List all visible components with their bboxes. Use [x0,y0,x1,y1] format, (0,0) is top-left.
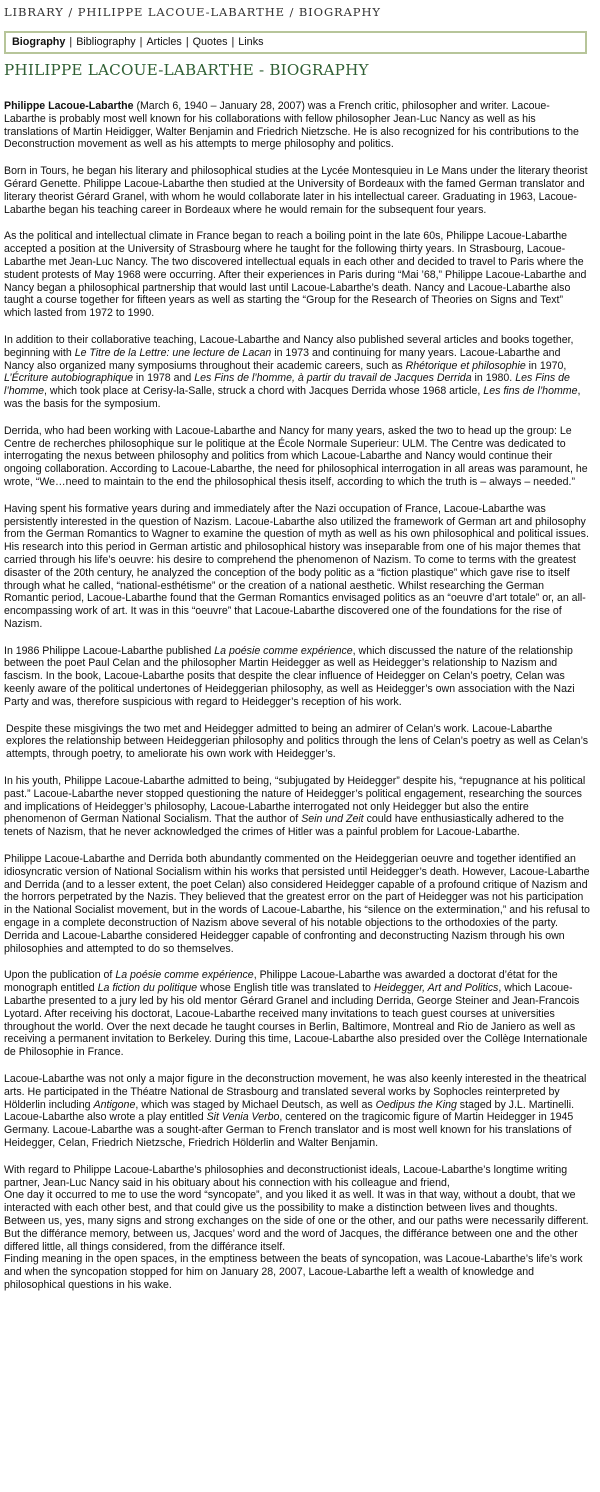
nav-separator: | [69,36,73,48]
nav-separator: | [139,36,143,48]
work-title: Le Titre de la Lettre: une lecture de Lacan [74,346,272,359]
text-run: , which took place at Cerisy-la-Salle, struck a chord with Jacques Derrida whose 1968 article, [44,385,484,398]
text-run: In 1986 Philippe Lacoue-Labarthe published [4,644,215,657]
text-run: , Philippe Lacoue-Labarthe was awarded a doctorat d’état for the monograph entitled [4,969,558,995]
page-title: PHILIPPE LACOUE-LABARTHE - BIOGRAPHY [4,61,369,79]
paragraph-youth [4,775,590,839]
paragraph-misgivings: Despite these misgivings the two met and Heidegger admitted to being an admirer of Celan’s work. Lacoue-Labarthe explores the relationship between Heideggerian philosophy and politics through the lens of Celan’s poetry as well as Celan’s attempts, through poetry, to ameliorate his own work with Heidegger’s. [6,722,589,761]
text-run: whose English title was translated to [197,982,374,995]
text-run: , was the basis for the symposium. [4,385,581,410]
paragraph-derrida-centre: Derrida, who had been working with Lacoue-Labarthe and Nancy for many years, asked the two to head up the group: Le Centre de recherches philosophique sur le politique at the École Normale Superieur: ULM. The Centre was dedicated to interrogating the nexus between philosophy and politics from which Lacoue-Labarthe and Nancy would continue their ongoing collaboration. According to Lacoue-Labarthe, the need for philosophical interrogation in all areas was paramount, he wrote, “We…need to maintain to the end the philosophical thesis itself, according to which the truth is – always – needed.” [4,424,588,488]
breadcrumb-separator: / [68,5,74,19]
paragraph-nazism: Having spent his formative years during and immediately after the Nazi occupation of France, Lacoue-Labarthe was persistently interested in the question of Nazism. Lacoue-Labarthe also utilized the framework of German art and philosophy from the German Romantics to Wagner to examine the question of myth as well as his own philosophical and political issues. His research into this period in German artistic and philosophical history was inseparable from one of his major themes that carried through his life’s oeuvre: his desire to comprehend the phenomenon of Nazism. To come to terms with the greatest disaster of the 20th century, he analyzed the conception of the body politic as a “fiction plastique” which gave rise to itself through what he called, “national-esthétisme” or the creation of a national aesthetic. Whilst researching the German Romantic period, Lacoue-Labarthe found that the German Romantics envisaged politics as an “oeuvre d’art totale” or, an all-encompassing work of art. It was in this “oeuvre” that Lacoue-Labarthe discovered one of the foundations for the rise of Nazism. [4,502,589,630]
work-title: La poésie comme expérience [115,969,254,982]
text-run: In his youth, Philippe Lacoue-Labarthe admitted to being, “subjugated by Heidegger” despite his, “repugnance at his political past.” Lacoue-Labarthe never stopped questioning the nature of Heidegger’s political engagement, researching the sources and implications of Heidegger’s philosophy, Lacoue-Labarthe interrogated not only Heidegger but also the entire phenomenon of German National Socialism. That the author of [4,775,586,826]
work-title: Les fins de l’homme [483,385,578,398]
work-title: La poésie comme expérience [214,644,353,657]
paragraph-celan [4,645,590,709]
work-title: L’Écriture autobiographique [4,372,133,385]
work-title: Les Fins de l’homme [4,372,570,398]
paragraph-strasbourg: As the political and intellectual climate in France began to reach a boiling point in the late 60s, Philippe Lacoue-Labarthe accepted a position at the University of Strasbourg where he taught for the following thirty years. In Strasbourg, Lacoue-Labarthe met Jean-Luc Nancy. The two discovered intellectual equals in each other and decided to travel to Paris where the student protests of May 1968 were occurring. After their experiences in Paris during “Mai ’68,” Philippe Lacoue-Labarthe and Nancy began a philosophical partnership that would last until Lacoue-Labarthe’s death. Nancy and Lacoue-Labarthe also taught a course together for fifteen years as well as starting the “Group for the Research of Theories on Signs and Text” which lasted from 1972 to 1990. [4,230,587,320]
work-title: Heidegger, Art and Politics [373,982,499,995]
biography-content [4,100,590,1306]
text-run: staged by J.L. Martinelli. Lacoue-Labarthe also wrote a play entitled [4,1098,575,1124]
paragraph-heideggerian-oeuvre: Philippe Lacoue-Labarthe and Derrida both abundantly commented on the Heideggerian oeuvre and together identified an idiosyncratic version of National Socialism within his works that persisted until Heidegger’s death. However, Lacoue-Labarthe and Derrida (and to a lesser extent, the poet Celan) also considered Heidegger capable of a profound critique of Nazism and the horrors perpetrated by the Nazis. They believed that the greatest error on the part of Heidegger was not his participation in the National Socialist movement, but in the words of Lacoue-Labarthe, his “silence on the extermination,” and his refusal to engage in a complete deconstruction of Nazism above several of his notable objections to the orthodoxies of the party. Derrida and Lacoue-Labarthe considered Heidegger capable of confronting and deconstructing Nazism through his own philosophies and attempted to do so themselves. [4,853,590,955]
paragraph-publications [4,334,590,411]
breadcrumb-separator: / [289,5,295,19]
nav-separator: | [231,36,235,48]
paragraph-doctorat [4,969,590,1059]
paragraph-nancy-obituary [4,1164,590,1292]
text-line: With regard to Philippe Lacoue-Labarthe’s philosophies and deconstructionist ideals, Lacoue-Labarthe’s longtime writing partner, Jean-Luc Nancy said in his obituary about his connection with his colleague and friend, [4,1163,568,1189]
obituary-quote: One day it occurred to me to use the word “syncopate”, and you liked it as well. It was in that way, without a doubt, that we interacted with each other best, and that could give us the possibility to make a distinction between lives and thoughts. Between us, yes, many signs and strong exchanges on the side of one or the other, and our paths were necessarily different. But the différance memory, between us, Jacques’ word and the word of Jacques, the différance between one and the other differed little, all things considered, from the différance itself. [4,1189,589,1253]
text-run: Upon the publication of [4,969,116,982]
breadcrumb-library-link[interactable]: LIBRARY [4,5,64,19]
work-title: Oedipus the King [375,1098,457,1111]
nav-tab-bibliography[interactable]: Bibliography [76,36,136,48]
breadcrumb [4,5,594,19]
text-run: , which was staged by Michael Deutsch, as well as [135,1098,376,1111]
work-title: Les Fins de l’homme, à partir du travail de Jacques Derrida [194,372,472,385]
nav-separator: | [185,36,189,48]
section-nav [4,31,587,54]
nav-tab-quotes[interactable]: Quotes [192,36,228,48]
paragraph-text: (March 6, 1940 – January 28, 2007) was a French critic, philosopher and writer. Lacoue-Labarthe is probably most well known for his collaborations with fellow philosopher Jean-Luc Nancy as well as his translations of Martin Heidigger, Walter Benjamin and Friedrich Nietzsche. He is also recognized for his contributions to the Deconstruction movement as well as his attempts to merge philosophy and politics. [4,100,579,151]
text-run: In addition to their collaborative teaching, Lacoue-Labarthe and Nancy also published several articles and books together, beginning with [4,333,574,359]
text-run: , which Lacoue-Labarthe presented to a jury led by his old mentor Gérard Granel and including Derrida, George Steiner and Jean-Francois Lyotard. After receiving his doctorat, Lacoue-Labarthe received many invitations to teach guest courses at universities throughout the world. Over the next decade he taught courses in Berlin, Baltimore, Montreal and Rio de Janiero as well as receiving a permanent invitation to Berkeley. During this time, Lacoue-Labarthe also presided over the Collège Internationale de Philosophie in France. [4,982,588,1059]
text-run: could have enthusiastically adhered to the tenets of Nazism, that he never acknowledged the crimes of Hitler was a painful problem for Lacoue-Labarthe. [4,813,564,839]
subject-name: Philippe Lacoue-Labarthe [4,100,134,112]
work-title: Rhétorique et philosophie [405,359,526,372]
text-run: Lacoue-Labarthe was not only a major figure in the deconstruction movement, he was also keenly interested in the theatrical arts. He participated in the Théatre National de Strasbourg and translated several works by Sophocles reinterpreted by Hölderlin including [4,1073,587,1111]
text-line: Finding meaning in the open spaces, in the emptiness between the beats of syncopation, was Lacoue-Labarthe’s life’s work and when the syncopation stopped for him on January 28, 2007, Lacoue-Labarthe left a wealth of knowledge and philosophical questions in his wake. [4,1253,583,1291]
work-title: Sein und Zeit [301,813,364,826]
work-title: Sit Venia Verbo [206,1111,280,1124]
nav-tab-articles[interactable]: Articles [146,36,182,48]
text-run: in 1970, [525,359,567,372]
nav-tab-biography[interactable]: Biography [12,36,66,48]
paragraph-education: Born in Tours, he began his literary and philosophical studies at the Lycée Montesquieu in Le Mans under the literary theorist Gérard Genette. Philippe Lacoue-Labarthe then studied at the University of Bordeaux with the famed German translator and literary theorist Gérard Granel, with whom he would collaborate later in his intellectual career. Graduating in 1963, Lacoue-Labarthe began his teaching career in Bordeaux where he would remain for the subsequent four years. [4,165,588,216]
text-run: in 1980. [471,372,516,385]
text-run: , centered on the tragicomic figure of Martin Heidegger in 1945 Germany. Lacoue-Labarthe was a sought-after German to French translator and is most well known for his translations of Heidegger, Celan, Friedrich Nietzsche, Friedrich Hölderlin and Walter Benjamin. [4,1111,574,1149]
work-title: Antigone [93,1098,136,1111]
text-run: in 1978 and [132,372,195,385]
breadcrumb-author-link[interactable]: PHILIPPE LACOUE-LABARTHE [77,5,285,19]
paragraph-theatre [4,1073,590,1150]
paragraph-intro [4,100,590,151]
nav-tab-links[interactable]: Links [238,36,264,48]
breadcrumb-current-page: BIOGRAPHY [298,5,381,19]
work-title: La fiction du politique [97,982,198,995]
text-run: , which discussed the nature of the relationship between the poet Paul Celan and the philosopher Martin Heidegger as well as Heidegger’s relationship to Nazism and fascism. In the book, Lacoue-Labarthe posits that despite the clear influence of Heidegger on Celan’s poetry, Celan was keenly aware of the political undertones of Heideggerian philosophy, as well as Heidegger’s own association with the Nazi Party and was, therefore suspicious with regard to Heidegger’s reception of his work. [4,644,575,708]
text-run: in 1973 and continuing for many years. Lacoue-Labarthe and Nancy also organized many symposiums throughout their academic careers, such as [4,346,561,372]
